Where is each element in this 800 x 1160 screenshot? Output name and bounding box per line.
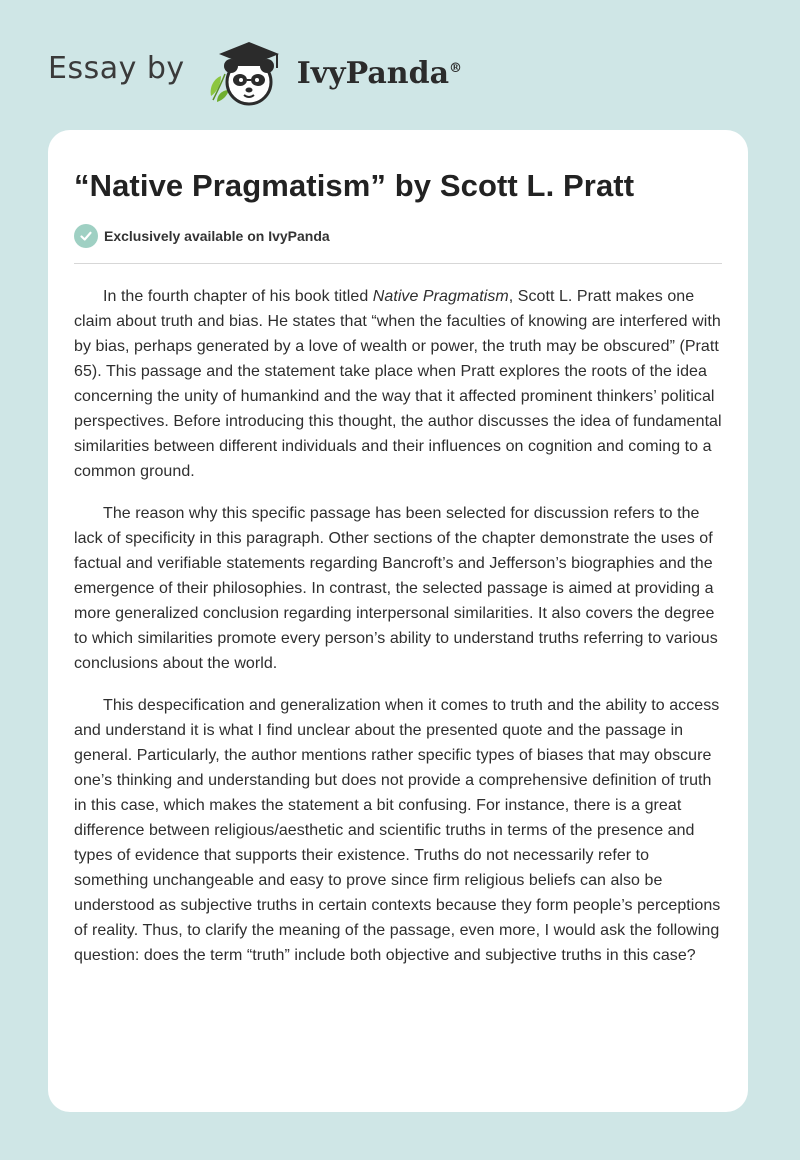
paragraph-1: In the fourth chapter of his book titled Native Pragmatism, Scott L. Pratt makes one claim about truth and bias. He states that “when the faculties of knowing are interfered with by bias, perhaps generated by a love of wealth or power, the truth may be obscured” (Pratt 65). This passage and the statement take place when Pratt explores the roots of the idea concerning the unity of humankind and the way that it affected prominent thinkers’ political perspectives. Before introducing this thought, the author discusses the idea of fundamental similarities between different individuals and their influences on cognition and coming to a common ground. bbox=[74, 288, 722, 480]
panda-graduate-icon bbox=[199, 36, 291, 108]
site-logo[interactable] bbox=[48, 36, 462, 108]
exclusive-badge bbox=[74, 224, 722, 248]
essay-body bbox=[74, 284, 722, 968]
registered-mark: ® bbox=[449, 60, 463, 76]
badge-text: Exclusively available on IvyPanda bbox=[104, 228, 330, 244]
divider bbox=[74, 263, 722, 264]
book-title: Native Pragmatism bbox=[372, 288, 509, 305]
check-circle-icon bbox=[74, 224, 98, 248]
paragraph-2: The reason why this specific passage has been selected for discussion refers to the lack of specificity in this paragraph. Other sections of the chapter demonstrate the uses of factual and verifiable statements regarding Bancroft’s and Jefferson’s biographies and the emergence of their philosophies. In contrast, the selected passage is aimed at providing a more generalized conclusion regarding interpersonal similarities. It also covers the degree to which similarities promote every person’s ability to understand truths referring to various conclusions about the world. bbox=[74, 505, 718, 672]
page-title: “Native Pragmatism” by Scott L. Pratt bbox=[74, 168, 635, 203]
brand-prefix: Essay by bbox=[48, 50, 185, 86]
paragraph-3: This despecification and generalization when it comes to truth and the ability to access and understand it is what I find unclear about the presented quote and the passage in general. Particularly, the author mentions rather specific types of biases that may obscure one’s thinking and understanding but does not provide a comprehensive definition of truth in this case, which makes the statement a bit confusing. For instance, there is a great difference between religious/aesthetic and scientific truths in terms of the presence and types of evidence that supports their existence. Truths do not necessarily refer to something unchangeable and easy to prove since firm religious beliefs can also be understood as subjective truths in certain contexts because they form people’s perceptions of reality. Thus, to clarify the meaning of the passage, even more, I would ask the following question: does the term “truth” include both objective and subjective truths in this case? bbox=[74, 697, 721, 964]
essay-card bbox=[48, 130, 748, 1112]
brand-name: IvyPanda® bbox=[296, 55, 463, 91]
